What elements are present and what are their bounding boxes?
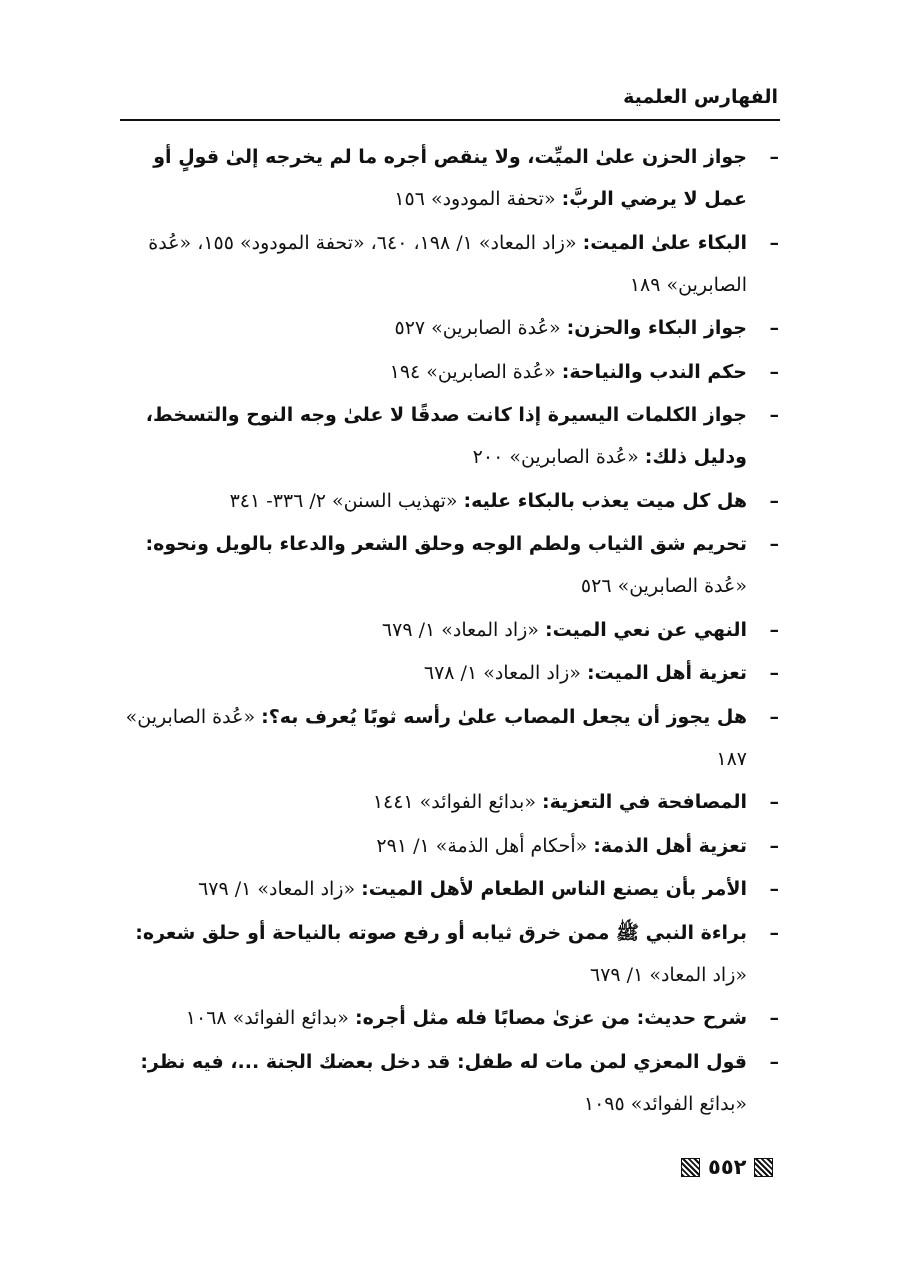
index-entry <box>118 696 779 780</box>
dash-bullet: – <box>769 1050 779 1073</box>
index-entry <box>118 825 779 867</box>
index-entry <box>118 781 779 823</box>
dash-bullet: – <box>769 834 779 857</box>
index-entry <box>118 652 779 694</box>
entry-source: «تهذيب السنن» ٢/ ٣٣٦- ٣٤١ <box>229 489 458 512</box>
entry-topic: البكاء علىٰ الميت: <box>582 231 747 254</box>
dash-bullet: – <box>769 921 779 944</box>
index-entry <box>118 912 779 996</box>
entry-source: «زاد المعاد» ١/ ٦٧٨ <box>423 662 581 684</box>
entry-topic: حكم الندب والنياحة: <box>561 360 747 383</box>
index-entry <box>118 1041 779 1125</box>
dash-bullet: – <box>769 705 779 728</box>
page-footer <box>681 1155 773 1179</box>
entry-source: «بدائع الفوائد» ١٠٩٥ <box>583 1092 747 1115</box>
ornament-icon <box>681 1158 700 1177</box>
entry-topic: تحريم شق الثياب ولطم الوجه وحلق الشعر والدعاء بالويل ونحوه: <box>145 533 747 555</box>
entry-topic: جواز الكلمات اليسيرة إذا كانت صدقًا لا علىٰ وجه النوح والتسخط، ودليل ذلك: <box>145 404 747 468</box>
entry-topic: جواز الحزن علىٰ الميِّت، ولا ينقص أجره ما لم يخرجه إلىٰ قولٍ أو عمل لا يرضي الربَّ: <box>153 146 747 210</box>
dash-bullet: – <box>769 662 779 684</box>
dash-bullet: – <box>769 317 779 339</box>
running-header-title: الفهارس العلمية <box>623 86 778 108</box>
entry-topic: النهي عن نعي الميت: <box>544 618 747 641</box>
dash-bullet: – <box>769 404 779 426</box>
entry-source: «تحفة المودود» ١٥٦ <box>394 188 556 210</box>
dash-bullet: – <box>769 878 779 900</box>
entry-source: «زاد المعاد» ١/ ٦٧٩ <box>198 878 356 900</box>
ornament-icon <box>754 1158 773 1177</box>
index-entry <box>118 394 779 478</box>
dash-bullet: – <box>769 231 779 254</box>
entry-source: «زاد المعاد» ١/ ٦٧٩ <box>589 963 747 986</box>
entry-source: «عُدة الصابرين» ٥٢٦ <box>580 575 747 597</box>
entry-topic: هل يجوز أن يجعل المصاب علىٰ رأسه ثوبًا يُعرف به؟: <box>261 705 747 728</box>
index-entry <box>118 523 779 607</box>
dash-bullet: – <box>769 360 779 383</box>
entry-topic: تعزية أهل الذمة: <box>593 834 747 857</box>
dash-bullet: – <box>769 1007 779 1029</box>
entry-source: «عُدة الصابرين» ٢٠٠ <box>472 446 639 468</box>
entry-source: «بدائع الفوائد» ١٤٤١ <box>372 791 536 813</box>
index-entry <box>118 222 779 306</box>
index-entry <box>118 136 779 220</box>
header-rule <box>120 119 780 121</box>
entry-source: «زاد المعاد» ١/ ١٩٨، ٦٤٠، «تحفة المودود» ١٥٥، «عُدة الصابرين» ١٨٩ <box>148 231 747 296</box>
page-number: ٥٥٢ <box>708 1155 747 1179</box>
dash-bullet: – <box>769 618 779 641</box>
entry-topic: قول المعزي لمن مات له طفل: قد دخل بعضك الجنة ...، فيه نظر: <box>140 1050 747 1073</box>
entry-topic: جواز البكاء والحزن: <box>566 317 747 339</box>
entry-source: «عُدة الصابرين» ١٩٤ <box>389 360 556 383</box>
entry-source: «عُدة الصابرين» ٥٢٧ <box>394 317 561 339</box>
entry-source: «بدائع الفوائد» ١٠٦٨ <box>185 1007 349 1029</box>
entry-source: «أحكام أهل الذمة» ١/ ٢٩١ <box>376 834 588 857</box>
dash-bullet: – <box>769 146 779 168</box>
index-entry <box>118 609 779 651</box>
dash-bullet: – <box>769 791 779 813</box>
index-entry <box>118 351 779 393</box>
index-entry <box>118 868 779 910</box>
entry-topic: هل كل ميت يعذب بالبكاء عليه: <box>463 489 747 512</box>
entry-topic: الأمر بأن يصنع الناس الطعام لأهل الميت: <box>361 878 747 900</box>
dash-bullet: – <box>769 489 779 512</box>
entry-topic: شرح حديث: من عزىٰ مصابًا فله مثل أجره: <box>354 1007 747 1029</box>
index-entry <box>118 307 779 349</box>
entry-topic: تعزية أهل الميت: <box>586 662 747 684</box>
entry-source: «عُدة الصابرين» ١٨٧ <box>125 705 747 770</box>
entry-source: «زاد المعاد» ١/ ٦٧٩ <box>381 618 539 641</box>
index-entry <box>118 997 779 1039</box>
dash-bullet: – <box>769 533 779 555</box>
index-entry <box>118 480 779 522</box>
entry-topic: المصافحة في التعزية: <box>542 791 747 813</box>
entry-topic: براءة النبي ﷺ ممن خرق ثيابه أو رفع صوته بالنياحة أو حلق شعره: <box>135 921 747 944</box>
index-entries-list <box>118 136 779 1126</box>
